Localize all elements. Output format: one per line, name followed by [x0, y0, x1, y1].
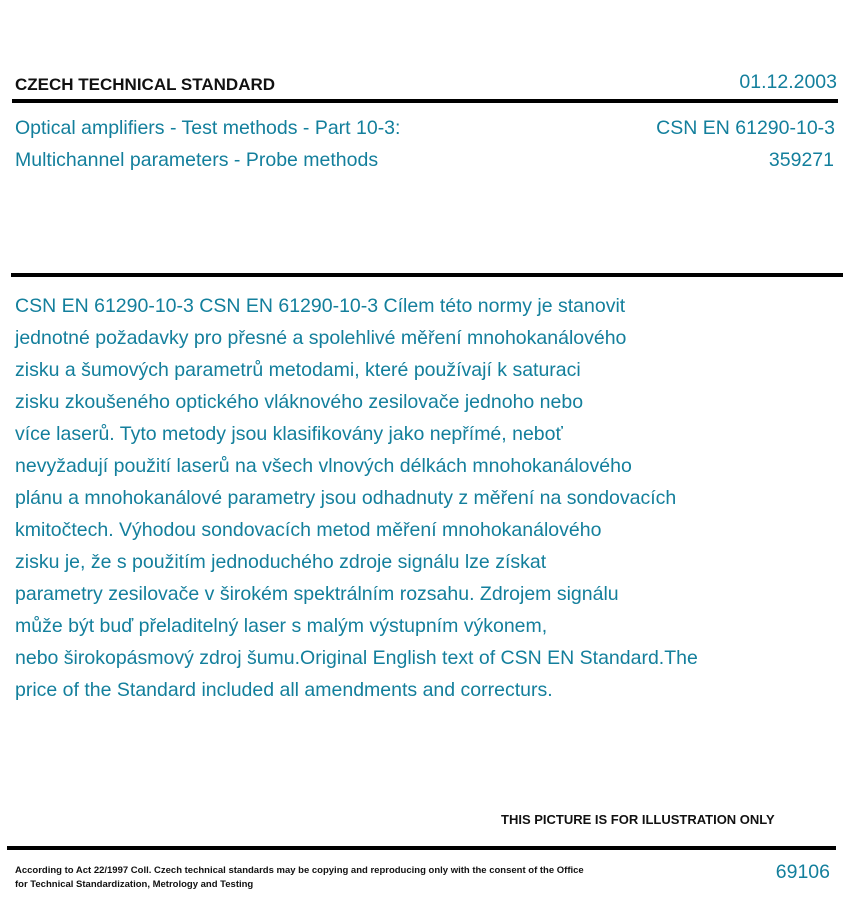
abstract-line: více laserů. Tyto metody jsou klasifikovány jako nepřímé, neboť [15, 423, 563, 445]
footer-divider [7, 846, 836, 850]
legal-notice-line: According to Act 22/1997 Coll. Czech technical standards may be copying and reproducing only with the consent of the Office [15, 865, 584, 876]
document-type-heading: CZECH TECHNICAL STANDARD [15, 75, 276, 94]
legal-notice [15, 864, 584, 892]
title-divider [11, 273, 843, 277]
illustration-notice: THIS PICTURE IS FOR ILLUSTRATION ONLY [501, 812, 775, 827]
legal-notice-line: for Technical Standardization, Metrology and Testing [15, 879, 254, 890]
abstract-line: jednotné požadavky pro přesné a spolehlivé měření mnohokanálového [15, 327, 627, 349]
title-line-1: Optical amplifiers - Test methods - Part 10-3: [15, 117, 401, 139]
abstract-line: nevyžadují použití laserů na všech vlnových délkách mnohokanálového [15, 455, 632, 477]
document-number: 69106 [775, 861, 830, 883]
standard-code: CSN EN 61290-10-3 [656, 117, 835, 139]
abstract-line: plánu a mnohokanálové parametry jsou odhadnuty z měření na sondovacích [15, 487, 677, 509]
title-line-2: Multichannel parameters - Probe methods [15, 149, 379, 171]
abstract-line: CSN EN 61290-10-3 CSN EN 61290-10-3 Cílem této normy je stanovit [15, 295, 626, 317]
publication-date: 01.12.2003 [739, 71, 837, 93]
abstract-line: parametry zesilovače v širokém spektrálním rozsahu. Zdrojem signálu [15, 583, 619, 605]
catalog-number: 359271 [768, 149, 834, 171]
abstract-line: zisku je, že s použitím jednoduchého zdroje signálu lze získat [15, 551, 547, 573]
abstract-line: zisku a šumových parametrů metodami, které používají k saturaci [15, 359, 581, 381]
abstract-line: price of the Standard included all amendments and correcturs. [15, 679, 553, 701]
header-divider [12, 99, 838, 103]
abstract-line: zisku zkoušeného optického vláknového zesilovače jednoho nebo [15, 391, 584, 413]
abstract-line: nebo širokopásmový zdroj šumu.Original English text of CSN EN Standard.The [15, 647, 698, 669]
abstract-text [15, 290, 795, 706]
abstract-line: kmitočtech. Výhodou sondovacích metod měření mnohokanálového [15, 519, 602, 541]
abstract-line: může být buď přeladitelný laser s malým výstupním výkonem, [15, 615, 548, 637]
